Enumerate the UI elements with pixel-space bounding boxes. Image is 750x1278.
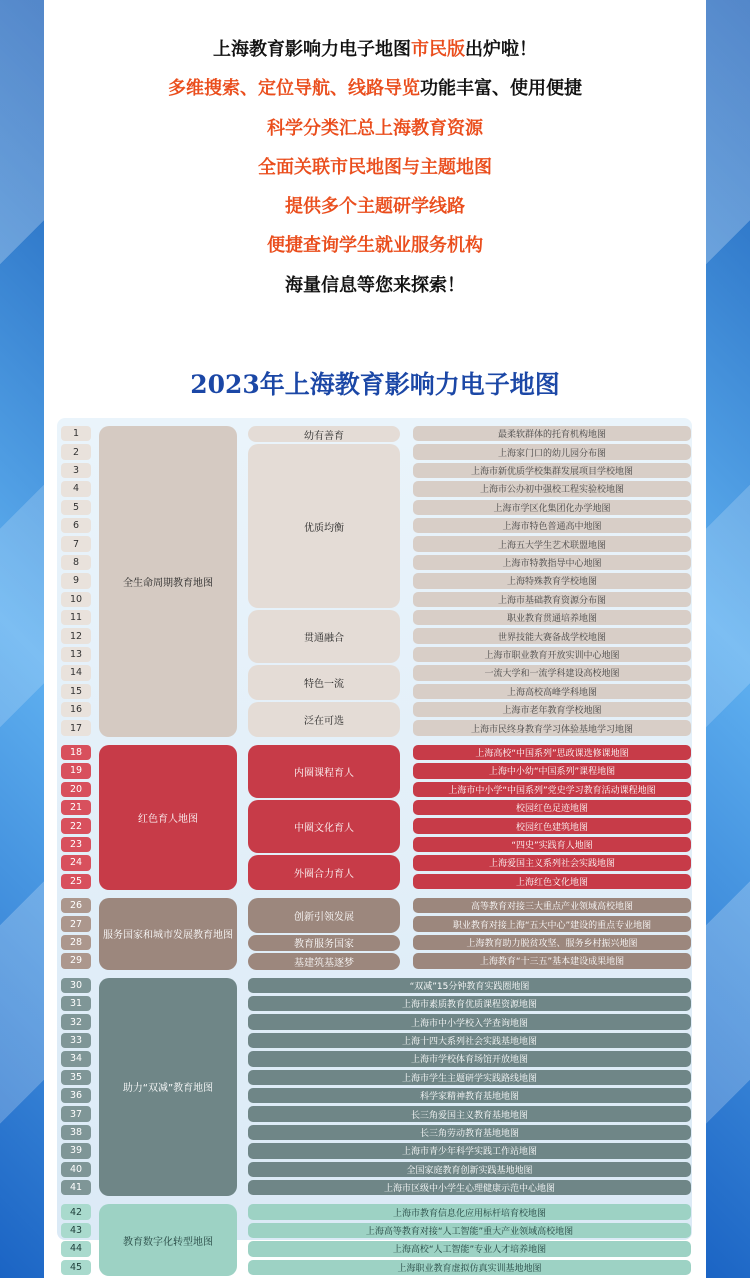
intro-line-4-text: 全面关联市民地图与主题地图 [258,156,492,178]
map-item: 科学家精神教育基地地图 [248,1088,691,1103]
row-number: 28 [61,935,91,950]
row-number: 24 [61,855,91,870]
map-item: 最柔软群体的托育机构地图 [413,426,691,441]
intro-line-1-part-a: 上海教育影响力电子地图 [213,39,411,60]
category-block: 助力“双减”教育地图 [99,978,237,1197]
row-number: 11 [61,610,91,625]
map-item: 上海十四大系列社会实践基地地图 [248,1033,691,1048]
subcategory-block: 内圈课程育人 [248,745,400,798]
poster-card [44,0,706,1278]
intro-line-3 [44,109,706,148]
row-number: 44 [61,1241,91,1256]
row-number: 12 [61,628,91,643]
row-number: 7 [61,536,91,551]
map-item: 上海职业教育虚拟仿真实训基地地图 [248,1260,691,1275]
row-number: 32 [61,1014,91,1029]
map-item: 上海市学区化集团化办学地图 [413,500,691,515]
intro-line-4 [44,148,706,187]
map-item: 校园红色足迹地图 [413,800,691,815]
map-item: 上海市老年教育学校地图 [413,702,691,717]
left-background-pattern [0,0,44,1278]
intro-line-2 [44,69,706,108]
map-item: 高等教育对接三大重点产业领域高校地图 [413,898,691,913]
map-item: 上海市职业教育开放实训中心地图 [413,647,691,662]
subcategory-block: 基建筑基逐梦 [248,953,400,969]
row-number: 13 [61,647,91,662]
row-number: 25 [61,874,91,889]
intro-line-6 [44,226,706,265]
row-number: 17 [61,720,91,735]
right-background-pattern [706,0,750,1278]
row-number: 27 [61,916,91,931]
map-index-table [57,418,692,1274]
row-number: 10 [61,592,91,607]
intro-line-1-highlight: 市民版 [411,39,465,60]
intro-line-3-text: 科学分类汇总上海教育资源 [267,117,483,139]
row-number: 30 [61,978,91,993]
row-number: 38 [61,1125,91,1140]
row-number: 6 [61,518,91,533]
row-number: 14 [61,665,91,680]
row-number: 45 [61,1260,91,1275]
row-number: 33 [61,1033,91,1048]
map-item: 上海市中小学校入学查询地图 [248,1014,691,1029]
row-number: 31 [61,996,91,1011]
row-number: 42 [61,1204,91,1219]
row-number: 43 [61,1223,91,1238]
map-item: 上海市中小学“中国系列”党史学习教育活动课程地图 [413,782,691,797]
map-item: 长三角劳动教育基地地图 [248,1125,691,1140]
row-number: 29 [61,953,91,968]
row-number: 18 [61,745,91,760]
map-item: 上海五大学生艺术联盟地图 [413,536,691,551]
map-item: 上海市特色普通高中地图 [413,518,691,533]
subcategory-block: 优质均衡 [248,444,400,608]
subcategory-block: 幼有善育 [248,426,400,442]
map-item: 上海市学校体育场馆开放地图 [248,1051,691,1066]
map-item: 上海特殊教育学校地图 [413,573,691,588]
row-number: 22 [61,818,91,833]
row-number: 41 [61,1180,91,1195]
intro-text [44,30,706,305]
row-number: 16 [61,702,91,717]
intro-line-6-text: 便捷查询学生就业服务机构 [267,235,483,257]
map-item: 上海高校高峰学科地图 [413,684,691,699]
row-number: 5 [61,500,91,515]
map-title: 2023年上海教育影响力电子地图 [190,370,560,399]
row-number: 21 [61,800,91,815]
intro-line-7-text: 海量信息等您来探索！ [285,274,465,296]
category-block: 全生命周期教育地图 [99,426,237,737]
row-number: 3 [61,463,91,478]
map-item: 上海市新优质学校集群发展项目学校地图 [413,463,691,478]
map-item: 上海市公办初中强校工程实验校地图 [413,481,691,496]
intro-line-2-part-b: 功能丰富、使用便捷 [420,78,582,100]
map-item: 上海教育“十三五”基本建设成果地图 [413,953,691,968]
map-item: 长三角爱国主义教育基地地图 [248,1106,691,1121]
map-item: 上海教育助力脱贫攻坚、服务乡村振兴地图 [413,935,691,950]
subcategory-block: 泛在可选 [248,702,400,737]
row-number: 26 [61,898,91,913]
row-number: 8 [61,555,91,570]
map-item: 上海中小幼“中国系列”课程地图 [413,763,691,778]
category-block: 教育数字化转型地图 [99,1204,237,1276]
subcategory-block: 教育服务国家 [248,935,400,951]
map-item: 上海市教育信息化应用标杆培育校地图 [248,1204,691,1219]
subcategory-block: 外圈合力育人 [248,855,400,890]
category-block: 红色育人地图 [99,745,237,890]
map-item: 上海市民终身教育学习体验基地学习地图 [413,720,691,735]
intro-line-2-highlight: 多维搜索、定位导航、线路导览 [168,78,420,100]
row-number: 15 [61,684,91,699]
row-number: 37 [61,1106,91,1121]
map-item: 一流大学和一流学科建设高校地图 [413,665,691,680]
map-item: 上海爱国主义系列社会实践地图 [413,855,691,870]
row-number: 19 [61,763,91,778]
subcategory-block: 创新引领发展 [248,898,400,933]
map-item: 上海市特教指导中心地图 [413,555,691,570]
row-number: 20 [61,782,91,797]
map-item: “四史”实践育人地图 [413,837,691,852]
map-item: 上海高校“人工智能”专业人才培养地图 [248,1241,691,1256]
subcategory-block: 中圈文化育人 [248,800,400,853]
map-item: 上海市素质教育优质课程资源地图 [248,996,691,1011]
map-item: 上海市青少年科学实践工作站地图 [248,1143,691,1158]
row-number: 2 [61,444,91,459]
map-item: 上海市基础教育资源分布图 [413,592,691,607]
row-number: 34 [61,1051,91,1066]
map-item: 上海高等教育对接“人工智能”重大产业领域高校地图 [248,1223,691,1238]
map-item: 校园红色建筑地图 [413,818,691,833]
map-item: 世界技能大赛备战学校地图 [413,628,691,643]
map-item: 上海高校“中国系列”思政课选修课地图 [413,745,691,760]
row-number: 39 [61,1143,91,1158]
map-item: “双减”15分钟教育实践圈地图 [248,978,691,993]
map-item: 上海市学生主题研学实践路线地图 [248,1070,691,1085]
row-number: 36 [61,1088,91,1103]
intro-line-1-part-c: 出炉啦！ [465,39,537,60]
intro-line-5-text: 提供多个主题研学线路 [285,196,465,218]
intro-line-1 [44,30,706,69]
map-item: 上海家门口的幼儿园分布图 [413,444,691,459]
row-number: 35 [61,1070,91,1085]
subcategory-block: 贯通融合 [248,610,400,663]
map-item: 职业教育对接上海“五大中心”建设的重点专业地图 [413,916,691,931]
row-number: 40 [61,1162,91,1177]
row-number: 4 [61,481,91,496]
intro-line-7 [44,266,706,305]
row-number: 23 [61,837,91,852]
subcategory-block: 特色一流 [248,665,400,700]
map-item: 上海红色文化地图 [413,874,691,889]
map-item: 全国家庭教育创新实践基地地图 [248,1162,691,1177]
map-item: 职业教育贯通培养地图 [413,610,691,625]
map-item: 上海市区级中小学生心理健康示范中心地图 [248,1180,691,1195]
row-number: 9 [61,573,91,588]
intro-line-5 [44,187,706,226]
row-number: 1 [61,426,91,441]
category-block: 服务国家和城市发展教育地图 [99,898,237,970]
